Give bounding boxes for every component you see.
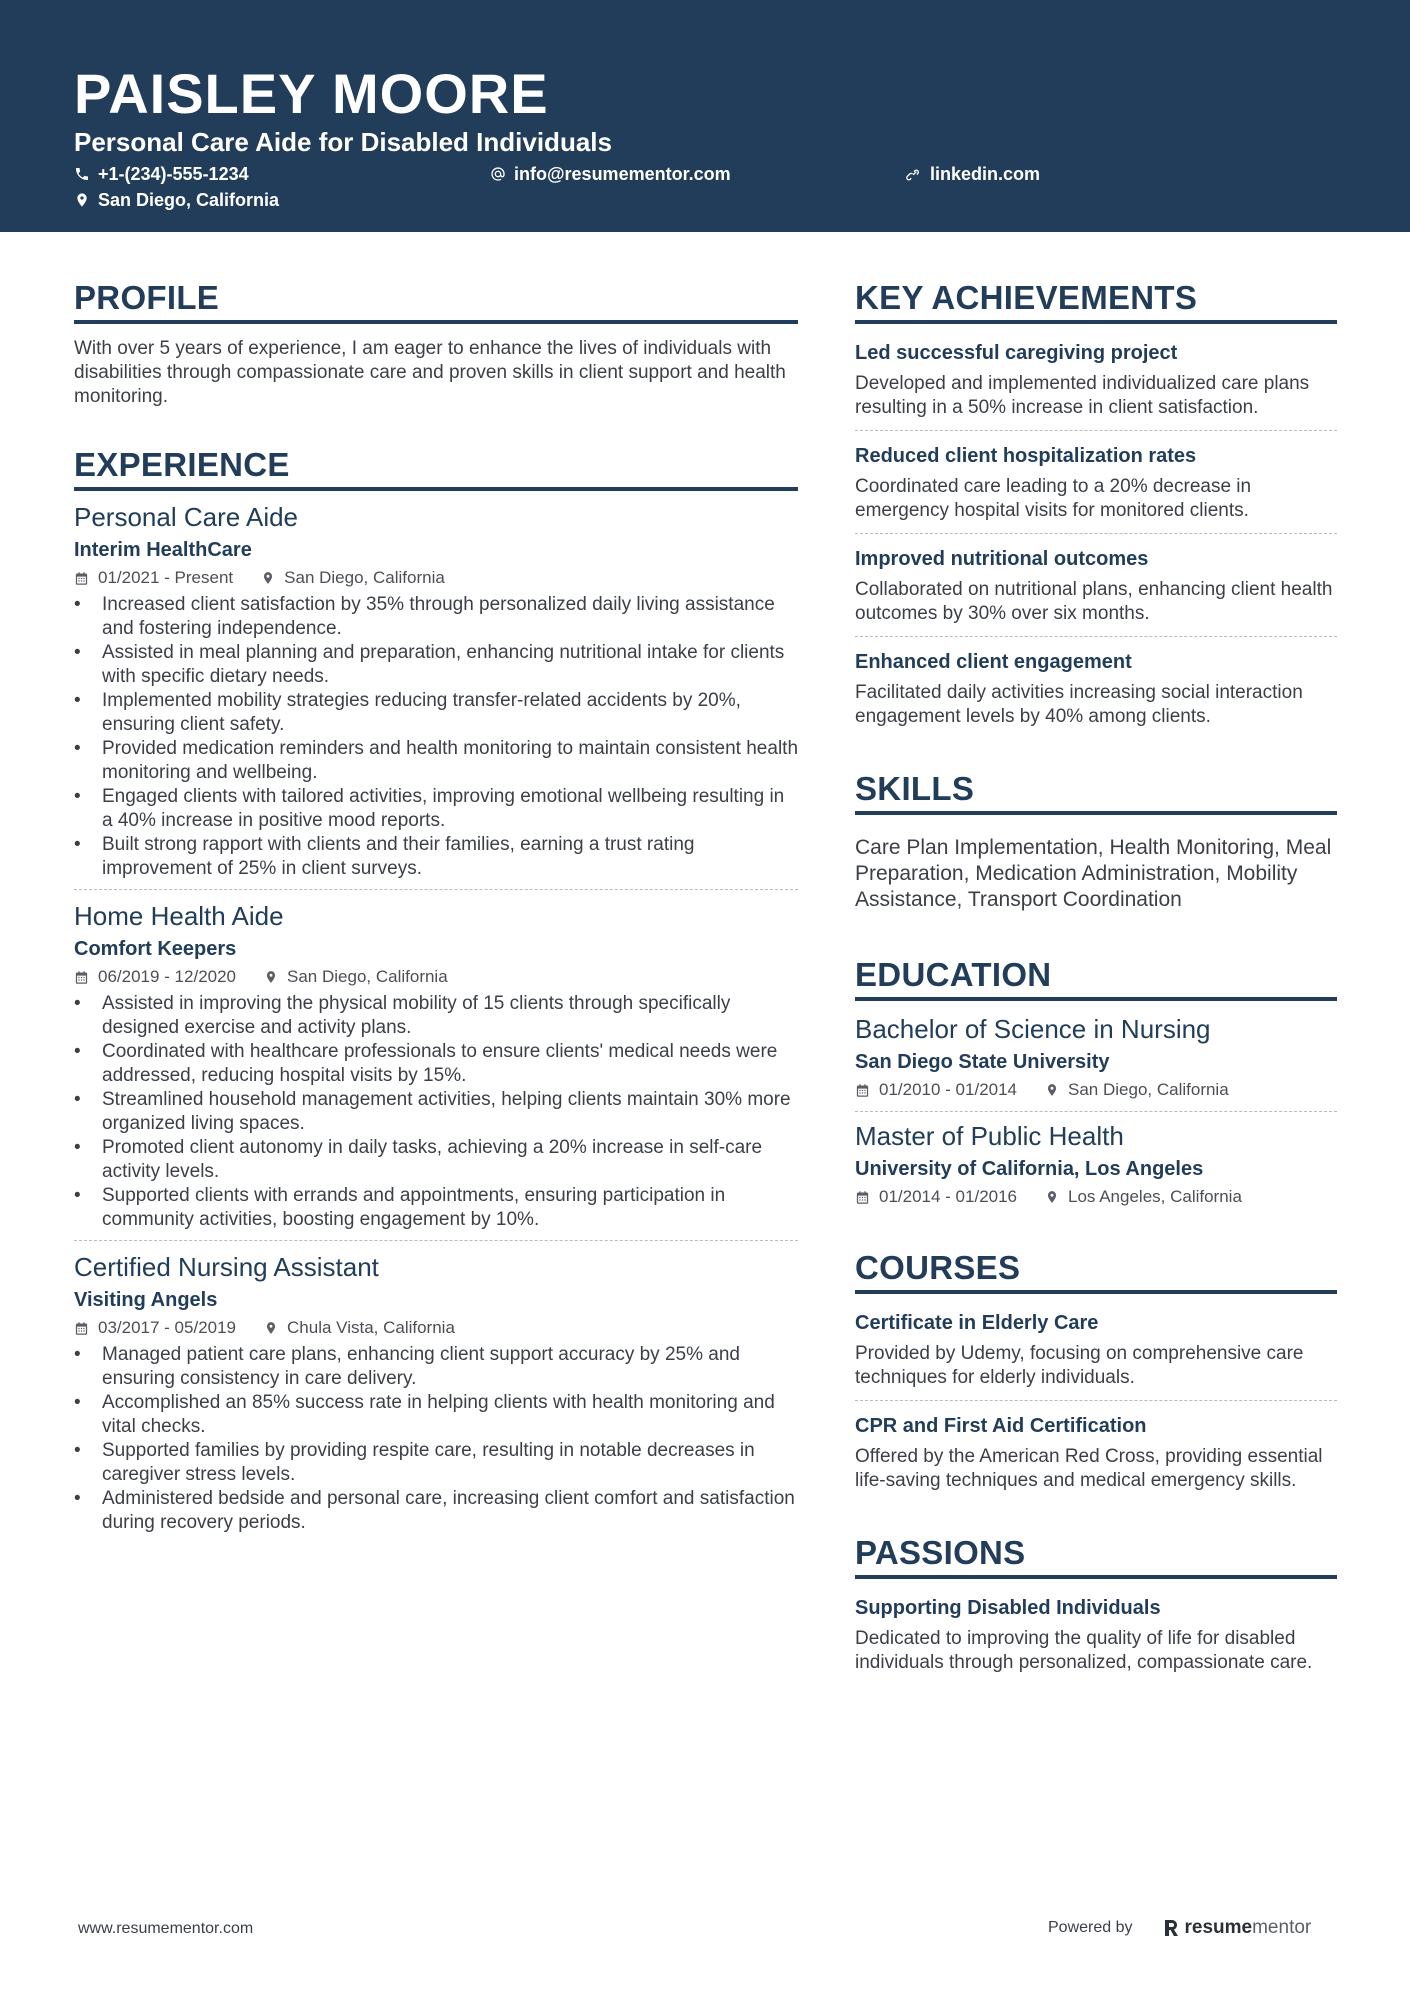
resume-header <box>0 0 1410 232</box>
bullet-item: • Increased client satisfaction by 35% through personalized daily living assistance and fostering independence. <box>74 593 798 641</box>
education-section <box>855 955 1337 1218</box>
bullet-item: • Promoted client autonomy in daily tasks, achieving a 20% increase in self-care activity levels. <box>74 1136 798 1184</box>
job-dates: 06/2019 - 12/2020 <box>98 967 237 986</box>
job-entry <box>74 889 798 1240</box>
education-meta <box>855 1186 1337 1208</box>
job-title: Personal Care Aide <box>74 502 299 532</box>
job-bullets <box>74 992 798 1232</box>
achievement-desc: Facilitated daily activities increasing social interaction engagement levels by 40% among clients. <box>855 682 1303 727</box>
education-dates: 01/2010 - 01/2014 <box>879 1080 1018 1099</box>
contact-location <box>74 189 279 211</box>
passions-section <box>855 1533 1337 1685</box>
location-pin-icon <box>74 192 90 208</box>
course-desc: Provided by Udemy, focusing on comprehensive care techniques for elderly individuals. <box>855 1343 1304 1388</box>
education-location <box>1045 1186 1242 1208</box>
bullet-item: • Supported clients with errands and appointments, ensuring participation in community activities, boosting engagement by 10%. <box>74 1184 798 1232</box>
course-item <box>855 1401 1337 1503</box>
phone-icon <box>74 166 90 182</box>
section-heading: PROFILE <box>74 278 798 324</box>
profile-section <box>74 278 798 409</box>
contact-email[interactable] <box>490 163 731 185</box>
education-list <box>855 1005 1337 1218</box>
bullet-item: • Supported families by providing respite care, resulting in notable decreases in caregiver stress levels. <box>74 1439 798 1487</box>
linkedin-text[interactable]: linkedin.com <box>930 164 1041 184</box>
job-location-text: San Diego, California <box>284 568 445 587</box>
at-icon <box>490 166 506 182</box>
job-title: Certified Nursing Assistant <box>74 1252 379 1282</box>
achievement-title: Led successful caregiving project <box>855 342 1178 364</box>
education-item <box>855 1112 1337 1218</box>
school-name: San Diego State University <box>855 1051 1110 1073</box>
location-pin-icon <box>1045 1189 1059 1205</box>
left-column <box>74 278 798 1543</box>
section-heading: EDUCATION <box>855 955 1337 1001</box>
location-pin-icon <box>264 1320 278 1336</box>
achievements-section <box>855 278 1337 739</box>
bullet-item: • Accomplished an 85% success rate in helping clients with health monitoring and vital checks. <box>74 1391 798 1439</box>
bullet-item: • Managed patient care plans, enhancing client support accuracy by 25% and ensuring consistency in care delivery. <box>74 1343 798 1391</box>
courses-list <box>855 1298 1337 1503</box>
education-dates: 01/2014 - 01/2016 <box>879 1187 1018 1206</box>
education-item <box>855 1005 1337 1112</box>
job-location-text: Chula Vista, California <box>287 1318 455 1337</box>
degree-title: Bachelor of Science in Nursing <box>855 1014 1211 1044</box>
resumementor-logo-icon <box>1163 1918 1179 1938</box>
phone-text: +1-(234)-555-1234 <box>98 164 249 184</box>
job-dates: 03/2017 - 05/2019 <box>98 1318 237 1337</box>
job-location-text: San Diego, California <box>287 967 448 986</box>
skills-section <box>855 769 1337 913</box>
education-meta <box>855 1079 1337 1101</box>
passion-item <box>855 1583 1337 1685</box>
job-entry <box>74 501 798 889</box>
email-text[interactable]: info@resumementor.com <box>514 164 731 184</box>
job-location <box>264 966 448 988</box>
degree-title: Master of Public Health <box>855 1121 1124 1151</box>
contact-phone <box>74 163 249 185</box>
course-desc: Offered by the American Red Cross, providing essential life-saving techniques and medical emergency skills. <box>855 1446 1323 1491</box>
candidate-title: Personal Care Aide for Disabled Individuals <box>74 127 612 157</box>
achievement-item <box>855 431 1337 534</box>
education-location-text: San Diego, California <box>1068 1080 1229 1099</box>
section-heading: PASSIONS <box>855 1533 1337 1579</box>
location-pin-icon <box>1045 1082 1059 1098</box>
footer-website[interactable]: www.resumementor.com <box>78 1920 254 1937</box>
calendar-icon <box>74 970 89 985</box>
courses-section <box>855 1248 1337 1503</box>
profile-text: With over 5 years of experience, I am eager to enhance the lives of individuals with disabilities through compassionate care and proven skills in client support and health monitoring. <box>74 338 786 407</box>
calendar-icon <box>855 1190 870 1205</box>
achievement-item <box>855 328 1337 431</box>
job-title: Home Health Aide <box>74 901 284 931</box>
education-location-text: Los Angeles, California <box>1068 1187 1242 1206</box>
job-meta <box>74 966 798 988</box>
job-location <box>261 567 445 589</box>
job-meta <box>74 567 798 589</box>
section-heading: SKILLS <box>855 769 1337 815</box>
contact-linkedin[interactable] <box>906 163 1040 185</box>
brand-bold: resume <box>1184 1917 1253 1938</box>
calendar-icon <box>74 1321 89 1336</box>
candidate-name: PAISLEY MOORE <box>74 62 549 125</box>
right-column <box>855 278 1337 1685</box>
calendar-icon <box>855 1083 870 1098</box>
course-title: CPR and First Aid Certification <box>855 1415 1147 1437</box>
school-name: University of California, Los Angeles <box>855 1158 1204 1180</box>
section-heading: KEY ACHIEVEMENTS <box>855 278 1337 324</box>
achievement-desc: Collaborated on nutritional plans, enhancing client health outcomes by 30% over six months. <box>855 579 1333 624</box>
location-pin-icon <box>261 570 275 586</box>
location-text: San Diego, California <box>98 190 280 210</box>
job-bullets <box>74 1343 798 1535</box>
bullet-item: • Built strong rapport with clients and their families, earning a trust rating improvement of 25% in client surveys. <box>74 833 798 881</box>
job-entry <box>74 1240 798 1543</box>
skills-text: Care Plan Implementation, Health Monitoring, Meal Preparation, Medication Administration, Mobility Assistance, Transport Coordination <box>855 836 1332 911</box>
achievement-item <box>855 637 1337 739</box>
company-name: Interim HealthCare <box>74 539 252 561</box>
bullet-item: • Streamlined household management activities, helping clients maintain 30% more organized living spaces. <box>74 1088 798 1136</box>
calendar-icon <box>74 571 89 586</box>
passion-desc: Dedicated to improving the quality of life for disabled individuals through personalized, compassionate care. <box>855 1628 1313 1673</box>
achievement-title: Improved nutritional outcomes <box>855 548 1149 570</box>
achievement-desc: Coordinated care leading to a 20% decrease in emergency hospital visits for monitored clients. <box>855 476 1252 521</box>
company-name: Visiting Angels <box>74 1289 218 1311</box>
section-heading: EXPERIENCE <box>74 445 798 491</box>
company-name: Comfort Keepers <box>74 938 237 960</box>
achievement-item <box>855 534 1337 637</box>
bullet-item: • Engaged clients with tailored activities, improving emotional wellbeing resulting in a 40% increase in positive mood reports. <box>74 785 798 833</box>
bullet-item: • Assisted in meal planning and preparation, enhancing nutritional intake for clients with specific dietary needs. <box>74 641 798 689</box>
bullet-item: • Coordinated with healthcare professionals to ensure clients' medical needs were addressed, reducing hospital visits by 15%. <box>74 1040 798 1088</box>
location-pin-icon <box>264 969 278 985</box>
resumementor-logo[interactable] <box>1163 1917 1312 1939</box>
job-meta <box>74 1317 798 1339</box>
bullet-item: • Implemented mobility strategies reducing transfer-related accidents by 20%, ensuring client safety. <box>74 689 798 737</box>
job-location <box>264 1317 455 1339</box>
footer-powered-by <box>1048 1917 1311 1939</box>
job-dates: 01/2021 - Present <box>98 568 234 587</box>
powered-by-label: Powered by <box>1048 1919 1133 1936</box>
bullet-item: • Assisted in improving the physical mobility of 15 clients through specifically designed exercise and activity plans. <box>74 992 798 1040</box>
achievements-list <box>855 328 1337 739</box>
brand-light: mentor <box>1252 1917 1312 1938</box>
course-title: Certificate in Elderly Care <box>855 1312 1099 1334</box>
achievement-title: Enhanced client engagement <box>855 651 1132 673</box>
passion-title: Supporting Disabled Individuals <box>855 1597 1161 1619</box>
achievement-desc: Developed and implemented individualized care plans resulting in a 50% increase in client satisfaction. <box>855 373 1310 418</box>
course-item <box>855 1298 1337 1401</box>
achievement-title: Reduced client hospitalization rates <box>855 445 1197 467</box>
passions-list <box>855 1583 1337 1685</box>
education-location <box>1045 1079 1229 1101</box>
job-bullets <box>74 593 798 881</box>
bullet-item: • Administered bedside and personal care, increasing client comfort and satisfaction during recovery periods. <box>74 1487 798 1535</box>
section-heading: COURSES <box>855 1248 1337 1294</box>
link-icon <box>906 166 922 182</box>
bullet-item: • Provided medication reminders and health monitoring to maintain consistent health monitoring and wellbeing. <box>74 737 798 785</box>
experience-section <box>74 445 798 1543</box>
